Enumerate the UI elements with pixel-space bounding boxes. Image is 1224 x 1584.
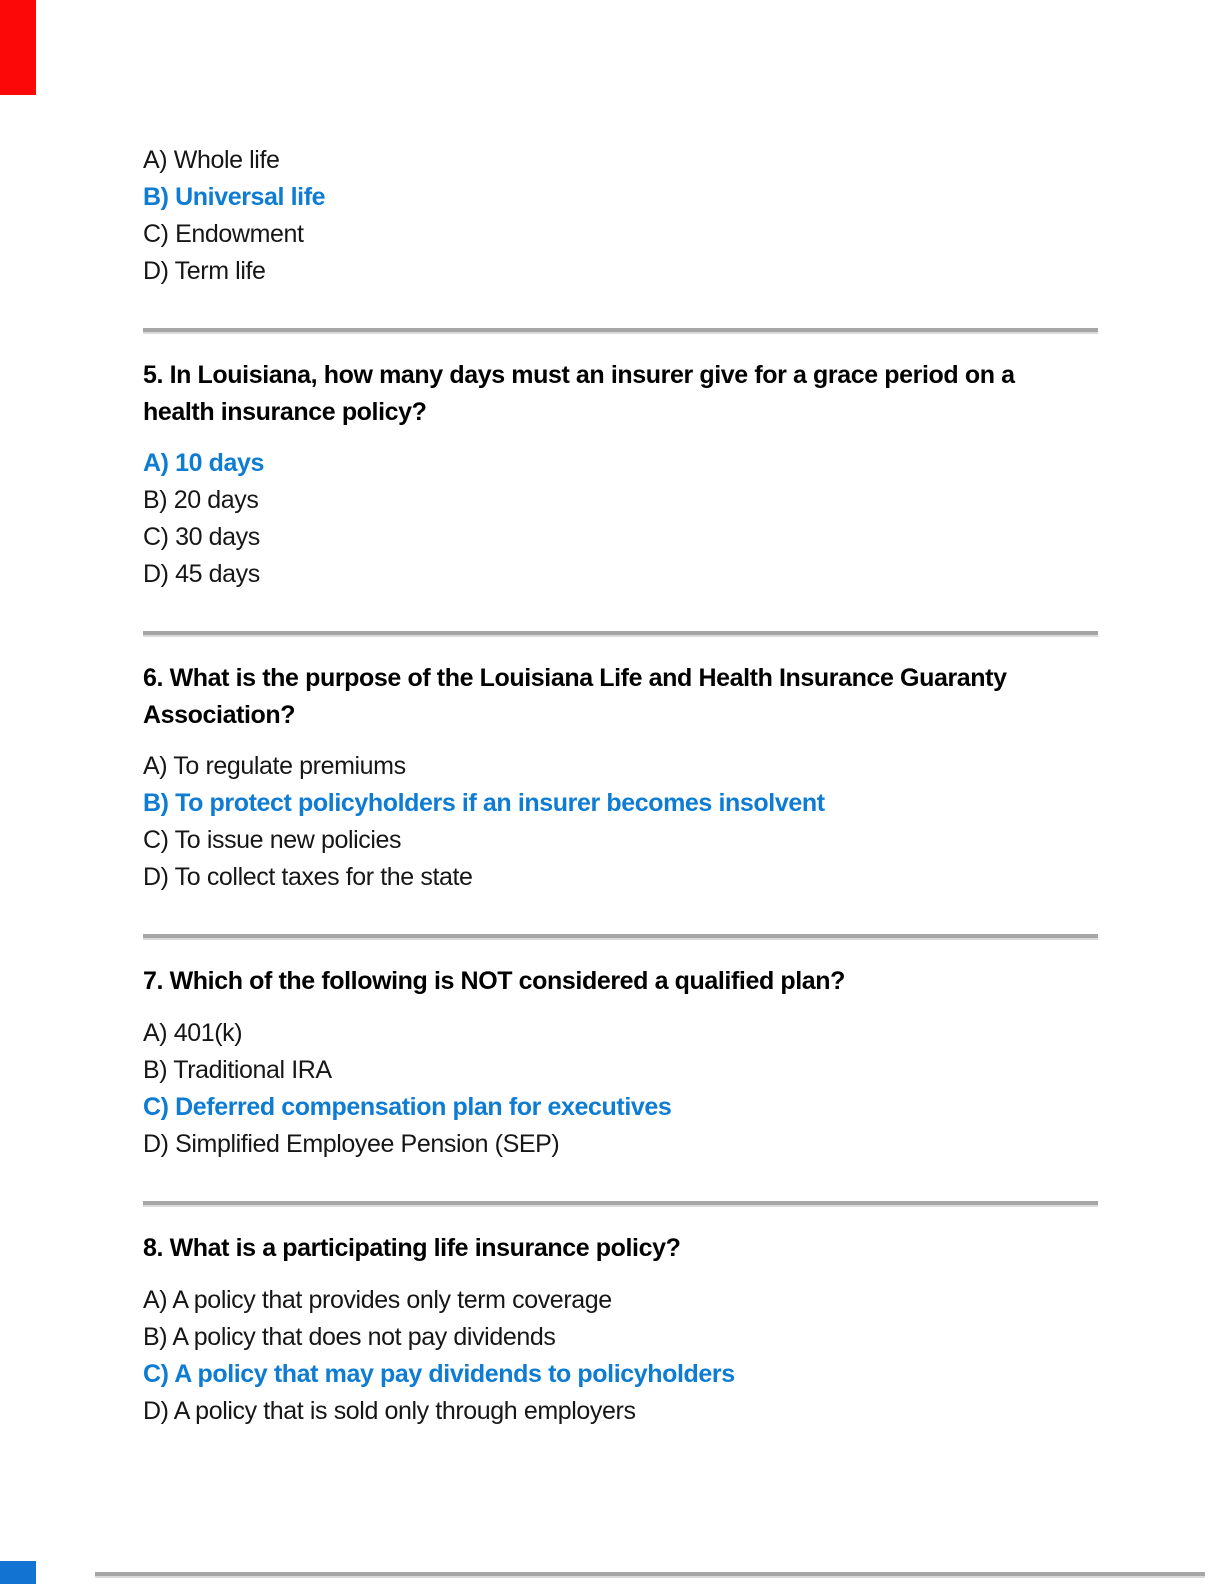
- answer-option-d: D) Term life: [143, 257, 266, 285]
- question-title: [143, 660, 1007, 734]
- question-title-line: Association?: [143, 701, 296, 729]
- question-options-group: [143, 1015, 671, 1163]
- answer-option-d: D) A policy that is sold only through employers: [143, 1397, 636, 1425]
- answer-option-b: B) A policy that does not pay dividends: [143, 1323, 556, 1351]
- answer-option-c-highlighted: C) A policy that may pay dividends to policyholders: [143, 1360, 735, 1388]
- answer-option-c: C) Endowment: [143, 220, 304, 248]
- question-title-line: 5. In Louisiana, how many days must an insurer give for a grace period on a: [143, 361, 1015, 389]
- answer-option-d: D) 45 days: [143, 560, 260, 588]
- question-title-line: 7. Which of the following is NOT considered a qualified plan?: [143, 967, 846, 995]
- question-options-group: [143, 1282, 735, 1430]
- answer-option-a: A) To regulate premiums: [143, 752, 406, 780]
- answer-option-c: C) 30 days: [143, 523, 260, 551]
- answer-option-b-highlighted: B) To protect policyholders if an insurer becomes insolvent: [143, 789, 825, 817]
- section-divider: [143, 934, 1098, 940]
- section-divider: [95, 1572, 1205, 1578]
- answer-option-d: D) To collect taxes for the state: [143, 863, 473, 891]
- answer-option-c: C) To issue new policies: [143, 826, 402, 854]
- answer-option-a: A) 401(k): [143, 1019, 243, 1047]
- section-divider: [143, 328, 1098, 334]
- page-edge-marker-red: [0, 0, 36, 95]
- answer-option-d: D) Simplified Employee Pension (SEP): [143, 1130, 560, 1158]
- question-options-group: [143, 142, 325, 290]
- question-options-group: [143, 748, 825, 896]
- answer-option-b: B) Traditional IRA: [143, 1056, 332, 1084]
- question-title-line: 8. What is a participating life insurance policy?: [143, 1234, 681, 1262]
- question-title: [143, 963, 845, 1000]
- section-divider: [143, 1201, 1098, 1207]
- answer-option-b: B) 20 days: [143, 486, 259, 514]
- section-divider: [143, 631, 1098, 637]
- answer-option-b-highlighted: B) Universal life: [143, 183, 326, 211]
- question-title-line: health insurance policy?: [143, 398, 427, 426]
- answer-option-a: A) A policy that provides only term coverage: [143, 1286, 612, 1314]
- question-title: [143, 357, 1015, 431]
- question-options-group: [143, 445, 264, 593]
- page-edge-marker-blue: [0, 1561, 36, 1584]
- answer-option-a: A) Whole life: [143, 146, 280, 174]
- question-title-line: 6. What is the purpose of the Louisiana Life and Health Insurance Guaranty: [143, 664, 1007, 692]
- answer-option-a-highlighted: A) 10 days: [143, 449, 265, 477]
- answer-option-c-highlighted: C) Deferred compensation plan for executives: [143, 1093, 672, 1121]
- question-title: [143, 1230, 680, 1267]
